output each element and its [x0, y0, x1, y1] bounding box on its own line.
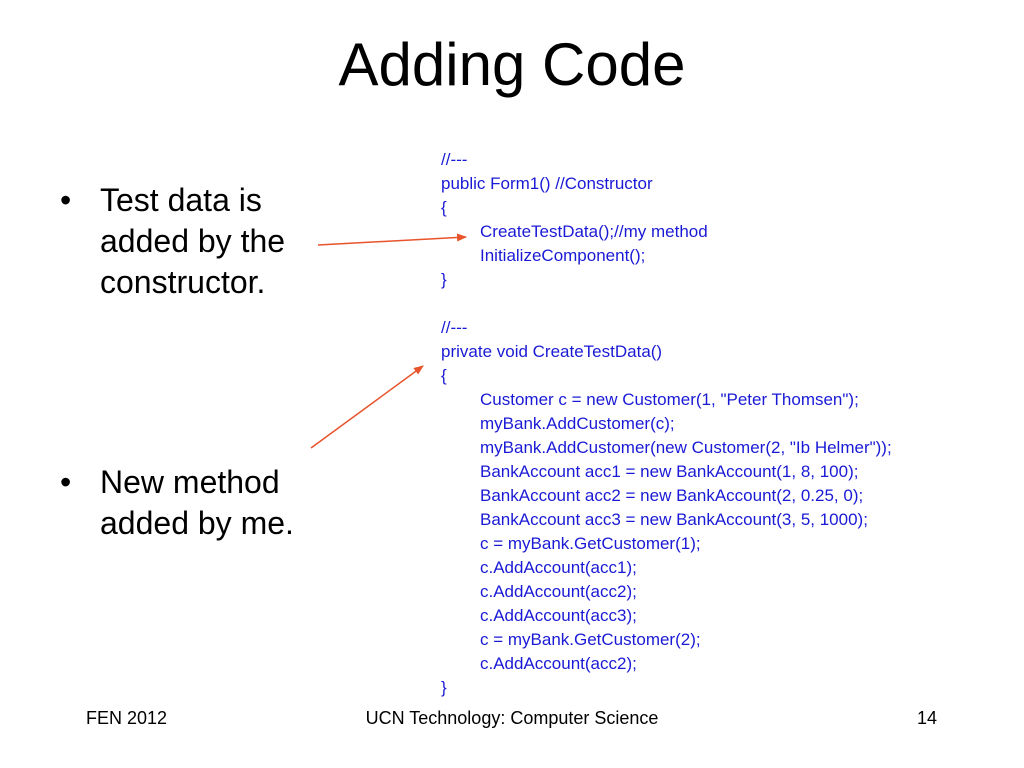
code-line: c = myBank.GetCustomer(2); [480, 630, 701, 649]
arrow-to-create-test-data [311, 366, 423, 448]
code-line: private void CreateTestData() [441, 342, 663, 361]
code-line: //--- [441, 150, 468, 169]
bullet-marker: • [60, 182, 72, 218]
footer-left: FEN 2012 [86, 708, 168, 728]
code-line: c.AddAccount(acc3); [480, 606, 637, 625]
code-line: CreateTestData();//my method [480, 222, 708, 241]
bullet-text: Test data is added by the constructor. [100, 182, 286, 300]
bullet-text: New method added by me. [100, 464, 294, 541]
code-line: InitializeComponent(); [480, 246, 646, 265]
code-line: c = myBank.GetCustomer(1); [480, 534, 701, 553]
arrow-to-constructor-call [318, 237, 466, 245]
code-line: c.AddAccount(acc1); [480, 558, 637, 577]
code-line: myBank.AddCustomer(c); [480, 414, 675, 433]
code-line: c.AddAccount(acc2); [480, 582, 637, 601]
code-line: myBank.AddCustomer(new Customer(2, "Ib Helmer")); [480, 438, 892, 457]
code-line: BankAccount acc1 = new BankAccount(1, 8, 100); [480, 462, 859, 481]
code-line: { [441, 366, 447, 385]
code-line: BankAccount acc2 = new BankAccount(2, 0.25, 0); [480, 486, 864, 505]
bullet-marker: • [60, 464, 72, 500]
slide-title: Adding Code [338, 31, 686, 98]
code-line: BankAccount acc3 = new BankAccount(3, 5, 1000); [480, 510, 868, 529]
footer-page-number: 14 [917, 708, 938, 728]
code-line: public Form1() //Constructor [441, 174, 653, 193]
code-line: { [441, 198, 447, 217]
code-line: //--- [441, 318, 468, 337]
code-line: } [441, 270, 447, 289]
code-line: c.AddAccount(acc2); [480, 654, 637, 673]
footer-center: UCN Technology: Computer Science [365, 708, 659, 728]
code-line: } [441, 678, 447, 697]
code-line: Customer c = new Customer(1, "Peter Thomsen"); [480, 390, 859, 409]
